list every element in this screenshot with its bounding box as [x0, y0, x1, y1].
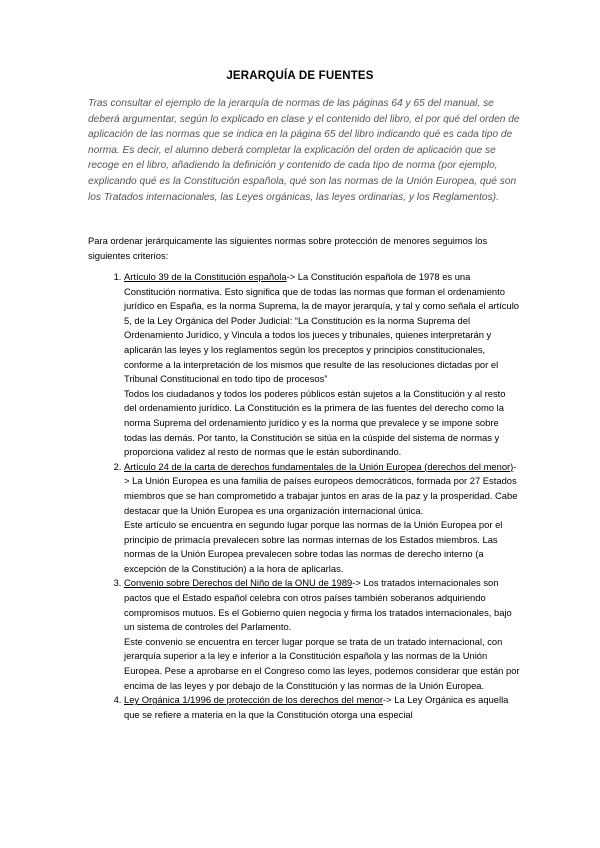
document-title: JERARQUÍA DE FUENTES [226, 70, 374, 82]
norm-justification: Todos los ciudadanos y todos los poderes públicos están sujetos a la Constitución y al resto del ordenamiento jurídico. La Constitución es la primera de las fuentes del derecho como la norma Suprema del ordenamiento jurídico y es la norma que prevalece y se impone sobre todas las demás. Por tanto, la Constitución se sitúa en la cúspide del sistema de normas y proporciona validez al resto de normas que le están subordinando. [124, 387, 506, 458]
list-item [124, 460, 520, 577]
norm-reference: Artículo 39 de la Constitución española [124, 271, 287, 282]
list-item [124, 270, 520, 460]
norm-reference: Artículo 24 de la carta de derechos fundamentales de la Unión Europea (derechos del menor) [124, 460, 514, 472]
lead-paragraph: Para ordenar jerárquicamente las siguientes normas sobre protección de menores seguimos los siguientes criterios: [88, 235, 488, 261]
instructions-paragraph: Tras consultar el ejemplo de la jerarquía de normas de las páginas 64 y 65 del manual, se deberá argumentar, según lo explicado en clase y el contenido del libro, el por qué del orden de aplicación de las normas que se indica en la página 65 del libro indicando qué es cada tipo de norma. Es decir, el alumno deberá completar la explicación del orden de aplicación que se recoge en el libro, añadiendo la definición y contenido de cada tipo de norma (por ejemplo, explicando qué es la Constitución española, qué son las normas de la Unión Europea, qué son los Tratados internacionales, las Leyes orgánicas, las leyes ordinarias, y los Reglamentos). [88, 98, 520, 203]
list-item [124, 693, 520, 722]
norm-reference: Ley Orgánica 1/1996 de protección de los derechos del menor [124, 694, 384, 706]
norm-justification: Este artículo se encuentra en segundo lugar porque las normas de la Unión Europea por el principio de primacía prevalecen sobre las normas internas de los Estados miembros. Las normas de la Unión Europea prevalecen sobre todas las normas de derecho interno (a excepción de la Constitución) a la hora de aplicarlas. [124, 519, 503, 574]
norms-list [88, 270, 520, 722]
norm-reference: Convenio sobre Derechos del Niño de la ONU de 1989 [124, 577, 353, 589]
norm-justification: Este convenio se encuentra en tercer lugar porque se trata de un tratado internacional, con jerarquía superior a la ley e inferior a la Constitución española y las normas de la Unión Europea. Pese a aprobarse en el Congreso como las leyes, podemos considerar que están por encima de las leyes y por debajo de la Constitución y las normas de la Unión Europea. [124, 635, 520, 691]
norm-explanation: -> La Constitución española de 1978 es una Constitución normativa. Esto significa que de todas las normas que forman el ordenamiento jurídico en España, es la norma Suprema, la de mayor jerarquía, y tal y como señala el artículo 5, de la Ley Orgánica del Poder Judicial: “La Constitución es la norma Suprema del Ordenamiento Jurídico, y Vincula a todos los jueces y tribunales, quienes interpretarán y aplicarán las leyes y los reglamentos según los preceptos y principios constitucionales, conforme a la interpretación de los mismos que resulte de las resoluciones dictadas por el Tribunal Constitucional en todo tipo de procesos” [124, 271, 519, 385]
norm-explanation: -> La Ley Orgánica es aquella que se refiere a materia en la que la Constitución otorga una especial [124, 694, 509, 720]
norm-explanation: -> Los tratados internacionales son pactos que el Estado español celebra con otros países también soberanos adquiriendo compromisos mutuos. Es el Gobierno quien negocia y firma los tratados internacionales, bajo un sistema de controles del Parlamento. [124, 577, 512, 633]
list-item [124, 576, 520, 693]
norm-explanation: -> La Unión Europea es una familia de países europeos democráticos, formada por 27 Estados miembros que se han comprometido a trabajar juntos en aras de la paz y la prosperidad. Cabe destacar que la Unión Europea es una organización internacional única. [124, 460, 518, 516]
